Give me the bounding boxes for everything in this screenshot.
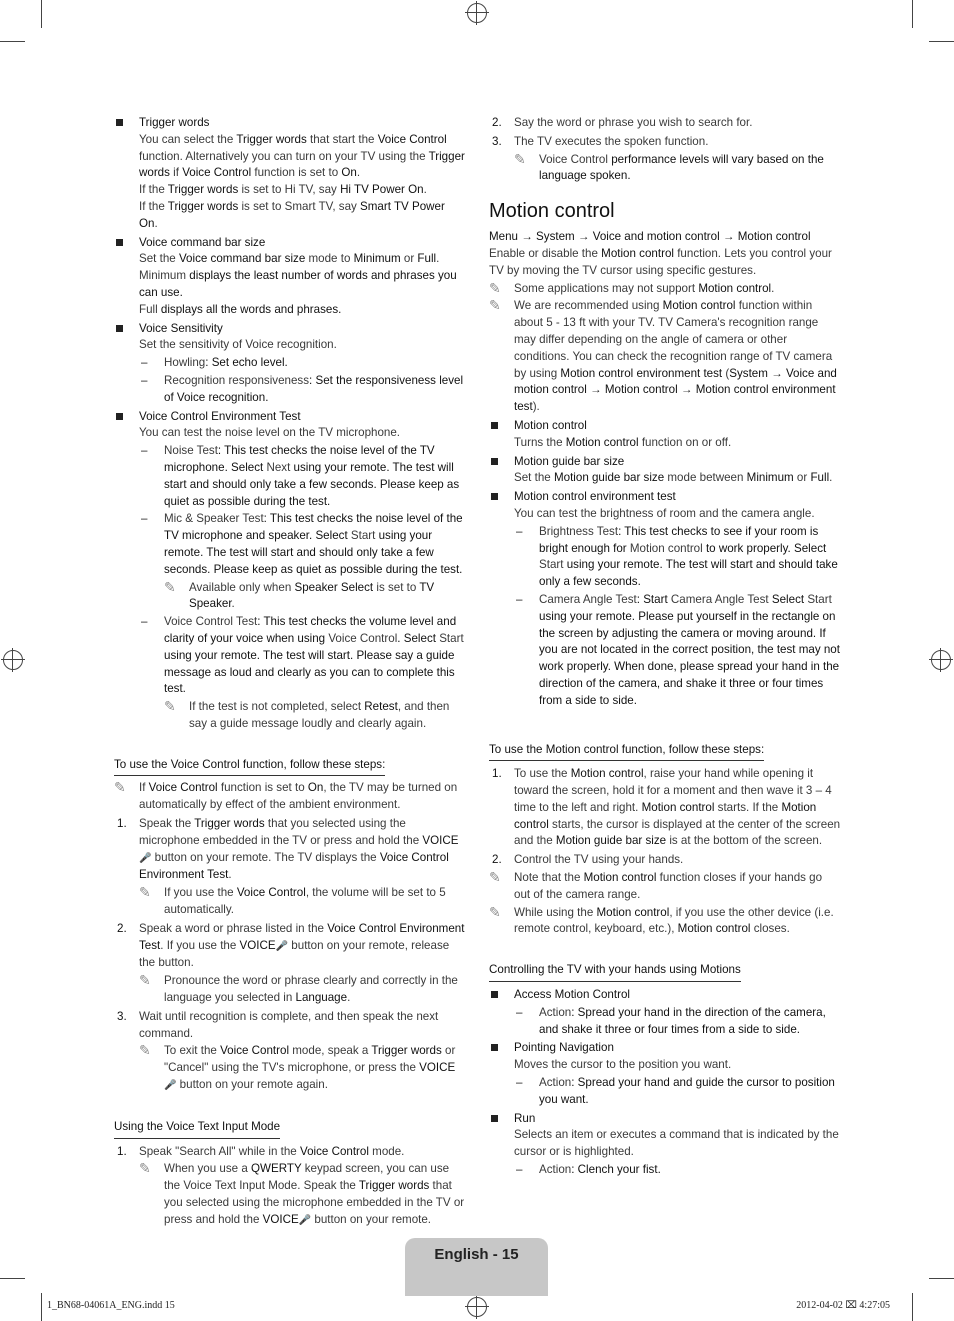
emphasis-term: to work properly. Select bbox=[702, 541, 827, 555]
numbered-step: 1. Speak "Search All" while in the Voice Control mode. bbox=[117, 1144, 405, 1158]
paragraph: You can select the Trigger words that start the Voice Control function. Alternatively you can turn on your TV using the Trigger words if Voice Control function is set to On. bbox=[139, 132, 465, 180]
emphasis-term: : Spread your hand in the direction of the camera, and shake it three or four times from a side to side. bbox=[539, 1005, 826, 1036]
emphasis-term: Trigger words bbox=[167, 183, 239, 197]
bullet-voice-command-bar-size: Voice command bar size bbox=[114, 235, 466, 252]
emphasis-term: performance levels will vary based on the language spoken. bbox=[539, 152, 824, 183]
crop-mark bbox=[0, 41, 25, 42]
print-slug-left: 1_BN68-04061A_ENG.indd 15 bbox=[47, 1300, 175, 1311]
emphasis-term: Voice Control bbox=[182, 166, 252, 180]
subheading: Controlling the TV with your hands using Motions bbox=[489, 962, 741, 982]
note-item: ✎ If Voice Control function is set to On, the TV may be turned on automatically by effect of the ambient environment. bbox=[114, 780, 466, 814]
paragraph: Minimum displays the least number of words and phrases you can use. bbox=[139, 269, 457, 299]
emphasis-term: Voice Control bbox=[299, 1144, 369, 1158]
paragraph: Set the Motion guide bar size mode between Minimum or Full. bbox=[514, 471, 833, 485]
paragraph: You can test the noise level on the TV microphone. bbox=[139, 426, 401, 440]
emphasis-term: Language bbox=[295, 991, 348, 1005]
paragraph: If the Trigger words is set to Smart TV, say Smart TV Power On. bbox=[139, 199, 445, 230]
dash-item: – Recognition responsiveness: Set the responsiveness level of Voice recognition. bbox=[114, 373, 466, 407]
emphasis-term: QWERTY bbox=[251, 1162, 302, 1176]
bullet-voice-sensitivity: Voice Sensitivity bbox=[114, 321, 466, 338]
crop-mark bbox=[912, 1293, 913, 1321]
paragraph: Turns the Motion control function on or off. bbox=[514, 435, 732, 449]
subheading: To use the Motion control function, follow these steps: bbox=[489, 742, 764, 762]
dash-item: – Action: Clench your fist. bbox=[489, 1162, 841, 1179]
paragraph: Selects an item or executes a command that is indicated by the cursor or is highlighted. bbox=[514, 1128, 839, 1159]
emphasis-term: Voice Control Environment Test bbox=[139, 850, 449, 882]
registration-mark-icon bbox=[931, 650, 951, 670]
registration-mark-icon bbox=[3, 650, 23, 670]
emphasis-term: Motion control bbox=[662, 299, 736, 313]
emphasis-term: Voice Control bbox=[377, 132, 447, 146]
right-column bbox=[489, 113, 841, 1179]
emphasis-term: : This test checks to see if your room is bright enough for bbox=[539, 524, 819, 555]
emphasis-term: : Set echo level. bbox=[205, 356, 288, 370]
step-text: To use the Motion control, raise your hand while opening it toward the screen, hold it for a moment and then wave it 3 – 4 time to the left and right. Motion control starts. If the Motion control starts, the cursor is displayed at the center of the screen and the Motion guide bar size is at the bottom of the screen. bbox=[514, 767, 841, 848]
emphasis-term: : This test checks the noise level of the TV microphone. Select bbox=[164, 444, 435, 474]
emphasis-term: Motion control bbox=[641, 800, 715, 814]
emphasis-term: . Select bbox=[397, 631, 440, 645]
step-text: The TV executes the spoken function. bbox=[514, 134, 709, 148]
emphasis-term: : Clench your fist. bbox=[571, 1163, 661, 1177]
note-item: ✎ If the test is not completed, select Retest, and then say a guide message loudly and clearly again. bbox=[114, 699, 466, 733]
note-item: ✎ Voice Control performance levels will vary based on the language spoken. bbox=[489, 152, 841, 186]
emphasis-term: Voice Control bbox=[236, 886, 306, 900]
dash-item: – Camera Angle Test: Start Camera Angle Test Select Start using your remote. Please put yourself in the rectangle on the screen by adjusting the camera or moving around. If you are not located in the correct position, the test may not work properly. When done, please spread your hand in the direction of the camera, and shake it three or four times from a side to side. bbox=[489, 592, 841, 710]
emphasis-term: Trigger words bbox=[194, 817, 265, 831]
registration-mark-icon bbox=[467, 3, 487, 23]
emphasis-term: Voice Control bbox=[220, 1044, 290, 1058]
emphasis-term: Motion control bbox=[698, 281, 772, 295]
step-text: Say the word or phrase you wish to search for. bbox=[514, 116, 753, 129]
numbered-step: 1. To use the Motion control, raise your hand while opening it toward the screen, hold it for a moment and then wave it 3 – 4 time to the left and right. Motion control starts. If the Motion control starts, the cursor is displayed at the center of the screen and the Motion guide bar size is at the bottom of the screen. bbox=[492, 767, 841, 848]
emphasis-term: Retest bbox=[364, 700, 398, 714]
step-text: Speak a word or phrase listed in the Voice Control Environment Test. If you use the VOICE🎤 button on your remote, release the button. bbox=[139, 921, 465, 970]
emphasis-term: Smart TV Power On bbox=[139, 199, 445, 230]
emphasis-term: Motion control bbox=[570, 767, 644, 781]
emphasis-term: Hi TV Power On bbox=[340, 183, 424, 197]
emphasis-term: Full bbox=[417, 252, 437, 266]
emphasis-term: : This test checks the noise level of the TV microphone and speaker. Select bbox=[164, 512, 463, 543]
emphasis-term: Motion control bbox=[596, 905, 670, 919]
emphasis-term: Trigger words bbox=[358, 1179, 430, 1193]
emphasis-term: Voice Control Environment Test bbox=[139, 921, 465, 952]
emphasis-term: On bbox=[341, 166, 357, 180]
numbered-step: 1. Speak the Trigger words that you selected using the microphone embedded in the TV or press and hold the VOICE🎤 button on your remote. The TV displays the Voice Control Environment Test. bbox=[117, 817, 459, 882]
emphasis-term: : Spread your hand and guide the cursor to position you want. bbox=[539, 1076, 835, 1106]
subheading: To use the Voice Control function, follow these steps: bbox=[114, 757, 385, 777]
dash-item: – Voice Control Test: This test checks the volume level and clarity of your voice when using Voice Control. Select Start using your remote. The test will start. Please say a guide message as loud and clearly as you can to complete this test. bbox=[114, 614, 466, 698]
paragraph: If the Trigger words is set to Hi TV, say Hi TV Power On. bbox=[139, 183, 427, 197]
note-item: ✎ We are recommended using Motion control function within about 5 - 13 ft with your TV. TV Camera's recognition range may differ depending on the angle of camera or other conditions. You can check the recognition range of TV camera by using Motion control environment test (System → Voice and motion control → Motion control → Motion control environment test). bbox=[489, 298, 841, 416]
bullet-motion-control: Motion control bbox=[489, 418, 841, 435]
paragraph: Set the sensitivity of Voice recognition. bbox=[139, 338, 337, 352]
microphone-icon: 🎤 bbox=[298, 1214, 312, 1226]
emphasis-term: Motion control bbox=[514, 800, 817, 831]
left-column bbox=[114, 113, 466, 1230]
note-item: ✎ When you use a QWERTY keypad screen, you can use the Voice Text Input Mode. Speak the Trigger words that you selected using the microphone embedded in the TV or press and hold the VOICE🎤 button on your remote. bbox=[114, 1161, 466, 1229]
dash-item: – Brightness Test: This test checks to see if your room is bright enough for Motion control to work properly. Select Start using your remote. The test will start and should take only a few seconds. bbox=[489, 524, 841, 591]
emphasis-term: Full bbox=[810, 471, 830, 485]
paragraph: Set the Voice command bar size mode to Minimum or Full. bbox=[139, 252, 440, 266]
bullet-environment-test: Voice Control Environment Test bbox=[114, 409, 466, 426]
crop-mark bbox=[0, 1278, 25, 1279]
note-item: ✎ Pronounce the word or phrase clearly and correctly in the language you selected in Language. bbox=[114, 973, 466, 1007]
emphasis-term: using your remote. Please put yourself in the rectangle on the screen by adjusting the camera or moving around. If you are not located in the correct position, the test may not work properly. When done, please spread your hand in the direction of the camera, and shake it three or four times from a side to side. bbox=[539, 609, 840, 707]
emphasis-term: Motion control bbox=[601, 246, 674, 260]
numbered-step: 3. Wait until recognition is complete, and then speak the next command. bbox=[117, 1009, 439, 1040]
emphasis-term: Motion control bbox=[677, 922, 751, 936]
emphasis-term: Minimum bbox=[746, 471, 794, 485]
emphasis-term: VOICE bbox=[422, 833, 459, 847]
dash-item: – Noise Test: This test checks the noise level of the TV microphone. Select Next using your remote. The test will start and should only take a few seconds. Please keep as quiet as possible during the test. bbox=[114, 443, 466, 510]
step-text: Wait until recognition is complete, and then speak the next command. bbox=[139, 1009, 439, 1040]
emphasis-term: Voice Control bbox=[148, 781, 218, 795]
subheading: Using the Voice Text Input Mode bbox=[114, 1119, 280, 1139]
emphasis-term: Motion control bbox=[583, 871, 657, 885]
emphasis-term: VOICE bbox=[262, 1212, 299, 1226]
emphasis-term: using your remote. The test will start. Please say a guide message as loud and clearly as you can to complete this test. bbox=[164, 648, 455, 696]
emphasis-term: using your remote. The test will start and should take only a few seconds. bbox=[539, 558, 838, 589]
bullet-trigger-words: Trigger words bbox=[114, 115, 466, 132]
emphasis-term: Voice command bar size bbox=[178, 252, 306, 266]
note-item: ✎ To exit the Voice Control mode, speak a Trigger words or "Cancel" using the TV's microphone, or press the VOICE🎤 button on your remote again. bbox=[114, 1043, 466, 1094]
emphasis-term: TV Speaker bbox=[189, 580, 435, 611]
emphasis-term: : Set the responsiveness level of Voice recognition. bbox=[164, 373, 464, 404]
emphasis-term: Speaker Select bbox=[294, 580, 374, 594]
numbered-step: 2. Control the TV using your hands. bbox=[492, 853, 684, 867]
emphasis-term: Trigger words bbox=[236, 132, 307, 146]
note-item: ✎ Available only when Speaker Select is set to TV Speaker. bbox=[114, 580, 466, 614]
emphasis-term: VOICE bbox=[419, 1061, 456, 1075]
crop-mark bbox=[41, 0, 42, 28]
note-item: ✎ If you use the Voice Control, the volume will be set to 5 automatically. bbox=[114, 885, 466, 919]
bullet-motion-environment-test: Motion control environment test bbox=[489, 489, 841, 506]
emphasis-term: : Start bbox=[636, 592, 671, 606]
emphasis-term: Motion guide bar size bbox=[553, 471, 665, 485]
microphone-icon: 🎤 bbox=[139, 852, 152, 864]
emphasis-term: Motion guide bar size bbox=[555, 834, 667, 848]
section-heading: Motion control bbox=[489, 200, 615, 223]
bullet-pointing-navigation: Pointing Navigation bbox=[489, 1040, 841, 1057]
emphasis-term: Trigger words bbox=[139, 149, 465, 180]
microphone-icon: 🎤 bbox=[164, 1080, 177, 1092]
emphasis-term: using your remote. The test will start and should only take a few seconds. Please keep as quiet as possible during the test. bbox=[164, 529, 463, 576]
bullet-motion-guide-bar-size: Motion guide bar size bbox=[489, 454, 841, 471]
menu-path: Menu → System → Voice and motion control → Motion control bbox=[489, 230, 811, 244]
bullet-access-motion-control: Access Motion Control bbox=[489, 987, 841, 1004]
paragraph: Enable or disable the Motion control function. Lets you control your TV by moving the TV cursor using specific gestures. bbox=[489, 246, 832, 277]
paragraph: You can test the brightness of room and the camera angle. bbox=[514, 506, 815, 520]
note-item: ✎ While using the Motion control, if you use the other device (i.e. remote control, keyboard, etc.), Motion control closes. bbox=[489, 905, 841, 939]
emphasis-term: Motion control bbox=[565, 435, 639, 449]
emphasis-term: : This test checks the volume level and clarity of your voice when using bbox=[164, 615, 457, 645]
numbered-step: 2. Speak a word or phrase listed in the Voice Control Environment Test. If you use the VOICE🎤 button on your remote, release the button. bbox=[117, 921, 465, 970]
numbered-step: 3. The TV executes the spoken function. bbox=[492, 134, 709, 148]
bullet-run: Run bbox=[489, 1111, 841, 1128]
step-text: Control the TV using your hands. bbox=[514, 853, 684, 867]
step-text: Speak "Search All" while in the Voice Control mode. bbox=[139, 1144, 405, 1158]
emphasis-term: System → Voice and motion control → Motion control → Motion control environment test bbox=[514, 366, 837, 414]
emphasis-term: displays all the words and phrases. bbox=[157, 302, 342, 316]
emphasis-term: Minimum bbox=[353, 252, 401, 266]
crop-mark bbox=[929, 41, 954, 42]
microphone-icon: 🎤 bbox=[275, 940, 289, 952]
emphasis-term: Motion control environment test bbox=[560, 366, 723, 380]
emphasis-term: On bbox=[307, 781, 324, 795]
emphasis-term: displays the least number of words and phrases you can use. bbox=[139, 269, 457, 299]
note-item: ✎ Some applications may not support Motion control. bbox=[489, 281, 841, 298]
crop-mark bbox=[929, 1278, 954, 1279]
page-number: English - 15 bbox=[434, 1246, 519, 1263]
note-item: ✎ Note that the Motion control function closes if your hands go out of the camera range. bbox=[489, 870, 841, 904]
emphasis-term: Select bbox=[768, 592, 808, 606]
crop-mark bbox=[41, 1293, 42, 1321]
dash-item: – Action: Spread your hand and guide the cursor to position you want. bbox=[489, 1075, 841, 1109]
paragraph: Moves the cursor to the position you want. bbox=[514, 1058, 732, 1072]
print-slug-right: 2012-04-02 ⌧ 4:27:05 bbox=[796, 1300, 890, 1311]
emphasis-term: using your remote. The test will start and should only take a few seconds. Please keep as quiet as possible during the test. bbox=[164, 460, 460, 508]
page-number-tab bbox=[405, 1238, 548, 1296]
emphasis-term: Trigger words bbox=[371, 1044, 442, 1058]
emphasis-term: Trigger words bbox=[167, 199, 239, 213]
registration-mark-icon bbox=[467, 1297, 487, 1317]
paragraph: Full displays all the words and phrases. bbox=[139, 302, 342, 316]
dash-item: – Mic & Speaker Test: This test checks the noise level of the TV microphone and speaker. Select Start using your remote. The test will start and should only take a few seconds. Please keep as quiet as possible during the test. bbox=[114, 511, 466, 578]
crop-mark bbox=[912, 0, 913, 28]
numbered-step: 2. Say the word or phrase you wish to search for. bbox=[492, 116, 753, 129]
dash-item: – Howling: Set echo level. bbox=[114, 355, 466, 372]
emphasis-term: VOICE bbox=[239, 938, 276, 952]
step-text: Speak the Trigger words that you selected using the microphone embedded in the TV or press and hold the VOICE🎤 button on your remote. The TV displays the Voice Control Environment Test. bbox=[139, 817, 459, 882]
dash-item: – Action: Spread your hand in the direction of the camera, and shake it three or four times from a side to side. bbox=[489, 1005, 841, 1039]
